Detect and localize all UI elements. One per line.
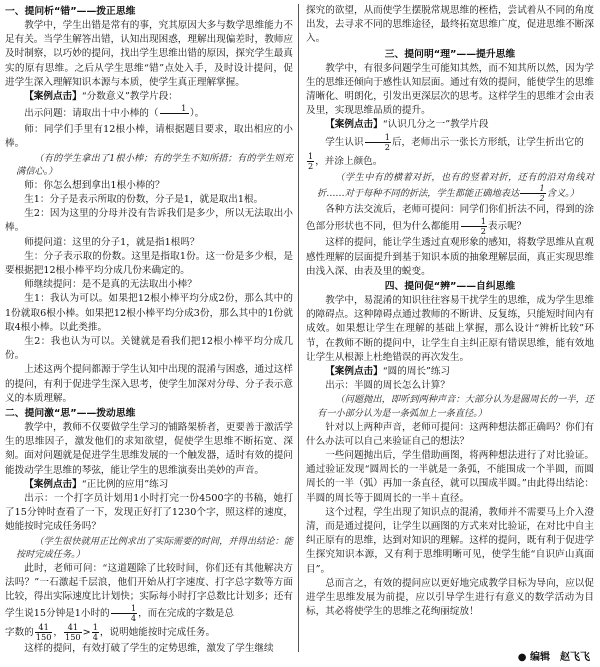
case-4-question: 出示：半圆的周长怎么计算？ — [325, 380, 450, 392]
fraction-numerator: 1 — [111, 604, 137, 614]
case-3-tag: 【案例点击】 — [325, 119, 383, 131]
dialogue-student-5: 生2：我也认为可以。关键就是看我们把12根小棒平均分成几份。 — [5, 336, 293, 362]
fraction-denominator: 2 — [308, 160, 314, 171]
fraction-numerator: 1 — [520, 184, 546, 194]
note-3 — [306, 171, 594, 204]
case-3-body — [306, 133, 594, 152]
question-1-fraction — [160, 104, 189, 123]
editor-signature: ● 编辑 赵飞飞 — [517, 652, 590, 663]
teacher-question-3 — [306, 203, 594, 236]
dialogue-teacher-2: 师：你怎么想到拿出1根小棒的？ — [24, 179, 165, 191]
note-2: （学生很快就用正比例求出了实际需要的时间，并得出结论：能按时完成任务。） — [16, 535, 293, 561]
fraction-denominator: 2 — [539, 193, 545, 204]
fraction-numerator: 1 — [365, 133, 391, 143]
question-2 — [5, 562, 293, 624]
fraction-half — [365, 133, 391, 152]
case-3-body-suffix: ，并涂上颜色。 — [315, 155, 383, 167]
fraction-denominator: 150 — [65, 632, 81, 643]
fraction-denominator — [160, 114, 189, 123]
fraction-numerator: 1 — [308, 150, 314, 161]
continued-paragraph: 探究的欲望，从而使学生摆脱常规思维的桎梏，尝试着从不同的角度出发，去寻求不同的思维途径，最终拓宽思维广度，促进思维不断深入。 — [306, 5, 594, 45]
case-3-prefix: 学生认识 — [325, 136, 364, 148]
section-2-heading: 二、提问激“思”——拨动思维 — [5, 408, 136, 420]
case-3 — [306, 118, 594, 132]
fraction-b — [64, 623, 82, 642]
fraction-half-3 — [520, 184, 546, 203]
fraction-numerator: 1 — [92, 622, 98, 633]
note-4: （问题抛出，即听到两种声音：大部分认为是圆周长的一半，还有一小部分认为是一条弧加上一条直径。） — [317, 394, 594, 420]
question-1-prefix: 出示问题：请取出十中小棒的（ — [24, 108, 159, 120]
section-4-heading: 四、提问促“辨”——自纠思维 — [384, 281, 516, 293]
dialogue-teacher-3: 师提问道：这里的分子1，就是指1根吗？ — [24, 236, 200, 248]
case-3-body-continued — [306, 152, 594, 171]
case-1-text: “分数意义”教学片段： — [81, 91, 178, 103]
fraction-a — [35, 623, 53, 642]
section-4-paragraph: 教学中，易混淆的知识往往容易干扰学生的思维，成为学生思维的障碍点。这种障碍点通过教师的不断讲、反复练，只能短时间内有成效。如果想让学生在理解的基础上掌握，那么设计“辨析比较”环节，在教师不断的提问中，让学生自主纠正原有错误思维，能有效地让学生从根源上杜绝错误的再次发生。 — [306, 295, 594, 363]
case-1-tag: 【案例点击】 — [24, 91, 82, 103]
teacher-question-3-text: 各种方法交流后，老师可提问：同学们你们折法不同，得到的涂色部分形状也不同，但为什么都能用 — [306, 204, 594, 233]
case-2-tag: 【案例点击】 — [24, 478, 82, 490]
section-3-heading: 三、提问明“理”——提升思维 — [384, 48, 516, 60]
note-3-suffix: 含义。） — [546, 188, 579, 200]
section-1-paragraph: 教学中，学生出错是常有的事，究其原因大多与数学思维能力不足有关。当学生解答出错，认知出现困惑，理解出现偏差时，教师应及时制察，以巧妙的提问，找出学生思维出错的原因，探究学生最真实的原有思维。之后从学生思维“错”点处入手，及时设计提问，促进学生深入理解知识本源与本质，使学生真正理解掌握。 — [5, 20, 293, 88]
column-divider — [298, 4, 299, 652]
teacher-question-3-suffix: 表示呢？ — [487, 221, 527, 233]
fraction-numerator: 41 — [35, 623, 53, 633]
dialogue-teacher-1: 师：同学们手里有12根小棒，请根据题目要求，取出相应的小棒。 — [5, 124, 293, 150]
question-2b-suffix: ，说明她能按时完成任务。 — [99, 627, 216, 639]
fraction-numerator: 1 — [160, 104, 189, 114]
summary-1: 上述这两个提问都源于学生认知中出现的混淆与困惑，通过这样的提问，有利于促进学生深入思考，使学生加深对分母、分子表示意义的本质理解。 — [5, 364, 293, 404]
teacher-question-4: 针对以上两种声音，老师可提问：这两种想法都正确吗？你们有什么办法可以自己来验证自己的想法？ — [306, 421, 594, 447]
fraction-denominator: 4 — [92, 632, 98, 643]
question-2-text: 此时，老师可问：“这道题除了比较时间，你们还有其他解决方法吗？”一石激起千层浪，他们开始从打字速度、打字总字数等方面比较，得出实际速度比计划快；实际每小时打字总数比计划多；还有学生说15分钟是1小时的 — [5, 562, 293, 620]
fraction-numerator: 41 — [64, 623, 82, 633]
verification-paragraph: 一些问题抛出后，学生借助画图，将两种想法进行了对比验证。通过验证发现“圆周长的一半就是一条弧，不能围成一个半圆，而圆周长的一半（弧）再加一条直径，就可以围成半圆。”由此得出结论：半圆的周长等于圆周长的一半＋直径。 — [306, 450, 594, 504]
section-1-heading: 一、提问析“错”——拨正思维 — [5, 6, 136, 17]
case-4-text: “圆的周长”练习 — [382, 366, 451, 378]
fraction-denominator: 2 — [384, 141, 390, 152]
section-3-paragraph: 教学中，有很多问题学生可能知其然，而不知其所以然，因为学生的思维还倾向于感性认知层面。通过有效的提问，能使学生的思维清晰化、明朗化，引发出更深层次的思考。这样学生的思维才会由表及里，实现思维品质的提升。 — [306, 62, 594, 117]
case-3-suffix: 后，老师出示一张长方形纸，让学生折出它的 — [391, 136, 584, 148]
question-1 — [5, 104, 293, 123]
closing-line-left: 这样的提问，有效打破了学生的定势思维，激发了学生继续 — [24, 643, 274, 655]
summary-3: 这样的提问，能让学生透过直观形象的感知，将数学思维从直观感性理解的层面提升到基于知识本质的抽象理解层面，真正实现思维由浅入深、由表及里的蜕变。 — [306, 237, 594, 277]
case-3-text: “认识几分之一”教学片段 — [382, 119, 489, 131]
note-3-text: （学生中有的横着对折，也有的竖着对折，还有的沿对角线对折……对于每种不同的折法，学生都能正确地表达 — [317, 171, 594, 200]
case-4 — [306, 365, 594, 379]
dialogue-teacher-4: 师继续提问：是不是真的无法取出小棒？ — [24, 279, 197, 291]
question-2-continued: 字数的 $\frac{41}{150}$ ， $\frac{41}{150}$ > $\frac{1}{4}$ ，说明她能按时完成任务。 — [5, 622, 216, 643]
right-column — [306, 4, 594, 619]
fraction-denominator: 2 — [480, 226, 486, 237]
case-2-text: “正比例的应用”练习 — [81, 478, 169, 490]
dialogue-student-1: 生1：分子是表示所取的份数，分子是1，就是取出1根。 — [24, 194, 264, 206]
fraction-half-2 — [307, 152, 314, 171]
fraction-half-4 — [461, 217, 487, 236]
fraction-denominator: 4 — [130, 613, 137, 624]
reflection-paragraph: 这个过程，学生出现了知识点的混淆，教师并不需要马上介入澄清，而是通过提问，让学生以画图的方式来对比验证，在对比中自主纠正原有的思维，达到对知识的理解。这样的提问，既有利于促进学生探究知识本源，又有利于思维明晰可见，使学生能“自识庐山真面目”。 — [306, 506, 594, 575]
note-1: （有的学生拿出了1根小棒；有的学生不知所措；有的学生则充满信心。） — [16, 152, 293, 178]
fraction-denominator: 150 — [35, 632, 52, 643]
question-1-suffix: ）。 — [189, 108, 205, 120]
question-2-suffix: ，而在完成的字数是总 — [138, 608, 234, 620]
dialogue-student-4: 生1：我认为可以。如果把12根小棒平均分成2份，那么其中的1份就取6根小棒。如果把12根小棒平均分成3份，那么其中的1份就取4根小棒。以此类推。 — [5, 293, 293, 333]
case-1 — [5, 90, 293, 104]
case-2 — [5, 478, 293, 492]
case-2-question: 出示：一个打字员计划用1小时打完一份4500字的书稿，她打了15分钟时查看了一下，发现正好打了1230个字，照这样的速度，她能按时完成任务吗？ — [5, 493, 293, 533]
fraction-numerator: 1 — [461, 217, 487, 227]
dialogue-student-2: 生2：因为这里的分母并没有告诉我们是多少，所以无法取出小棒。 — [5, 208, 293, 234]
dialogue-student-3: 生：分子表示取的份数。这里是指取1份。这一份是多少根，是要根据把12根小棒平均分成几份来确定的。 — [5, 250, 293, 277]
section-2-paragraph: 教学中，教师不仅要做学生学习的铺路架桥者，更要善于激活学生的思维因子，激发他们的求知欲望，促使学生思维不断拓宽、深刻。面对问题就是促进学生思维发展的一个触发器，适时有效的提问能拨动学生思维的琴弦，能让学生的思维演奏出美妙的声音。 — [5, 422, 293, 476]
case-4-tag: 【案例点击】 — [325, 366, 383, 378]
question-2b-prefix: 字数的 — [5, 627, 34, 639]
question-2-fraction — [111, 604, 137, 623]
conclusion-paragraph: 总而言之，有效的提问应以更好地完成教学目标为导向，应以促进学生思维发展为前提，应以引导学生进行有意义的数学活动为目标，其必将使学生的思维之花绚丽绽放！ — [306, 577, 594, 618]
fraction-c — [92, 623, 99, 642]
greater-than-sign: > — [82, 627, 91, 639]
left-column — [5, 4, 293, 657]
